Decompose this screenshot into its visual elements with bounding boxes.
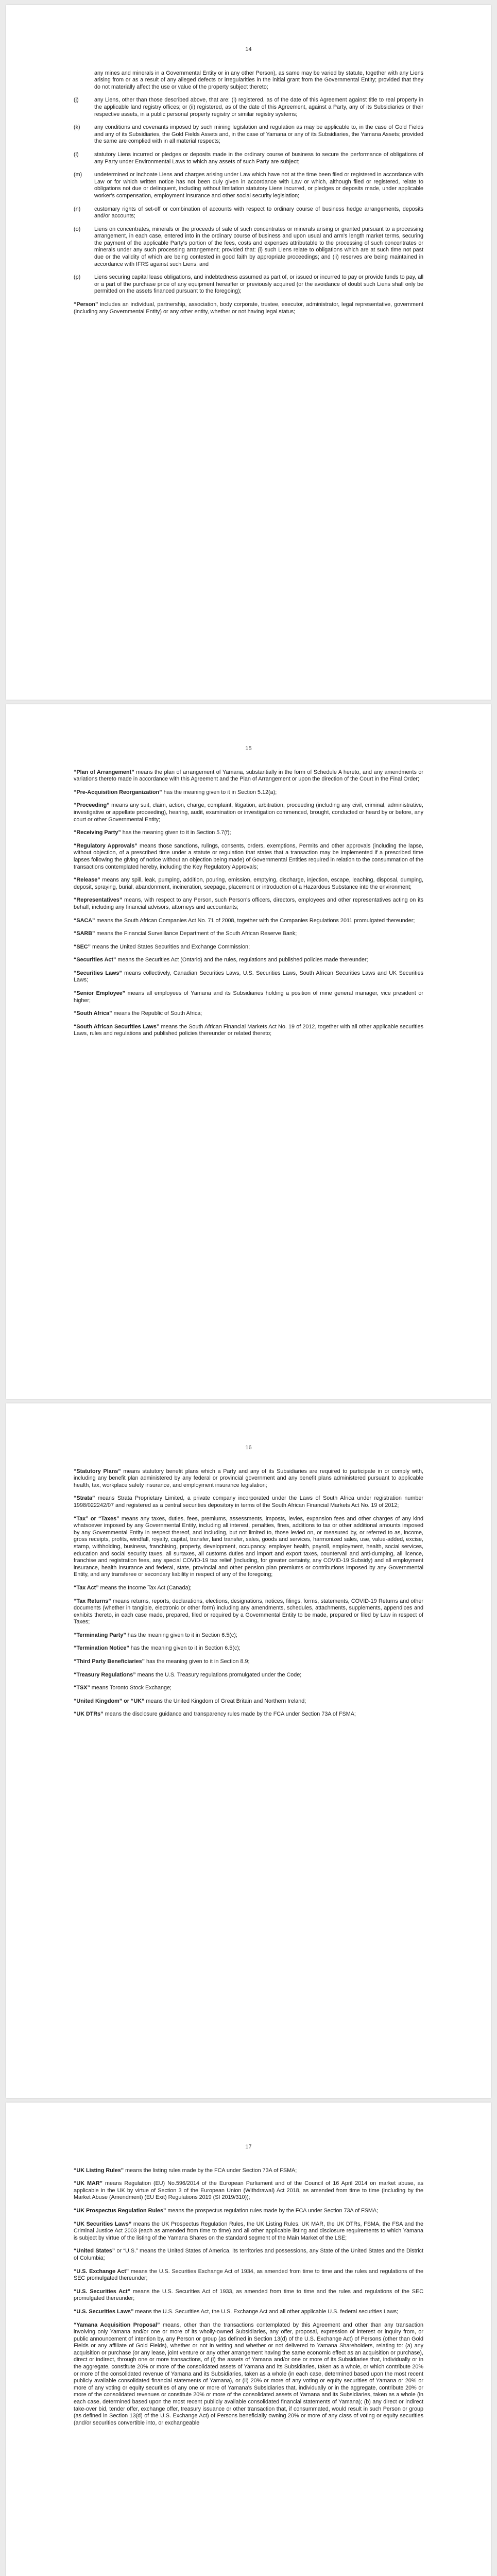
definition-text: means the United States Securities and Exchange Commission; [91,943,250,950]
document-page [6,2103,491,2576]
definition-text: has the meaning given to it in Section 5.12(a); [162,789,277,795]
definition [74,1658,423,1666]
definition-term: “U.S. Securities Laws” [74,2308,134,2315]
clause-item [74,274,423,295]
definition-text: means the UK Prospectus Regulation Rules, the UK Listing Rules, UK MAR, the UK DTRs, FSMA, the FSA and the Criminal Justice Act 2003 (each as amended from time to time) and all other applicable listing and disclosure requirements to which Yamana is subject by virtue of the listing of the Yamana Shares on the standard segment of the Main Market of the LSE; [74,2221,423,2241]
definition-text: means the South African Financial Markets Act No. 19 of 2012, together with all other applicable securities Laws, rules and regulations and published policies thereunder or related thereto; [74,1023,423,1037]
definition-term: “SEC” [74,943,91,950]
definition-text: means the Republic of South Africa; [112,1010,202,1017]
clause-text: undetermined or inchoate Liens and charges arising under Law which have not at the time been filed or registered in accordance with Law or for which written notice has not been duly given in accordance with Law or which, although filed or registered, relate to obligations not due or delinquent, including without limitation statutory Liens incurred, or pledges or deposits made, under applicable worker's compensation, employment insurance and other social security legislation; [94,172,423,199]
definition-text: means collectively, Canadian Securities Laws, U.S. Securities Laws, South African Securities Laws and UK Securities Laws; [74,970,423,984]
definition [74,789,423,796]
definition-term: “Tax Act” [74,1584,99,1591]
definition-text: means the prospectus regulation rules made by the FCA under Section 73A of FSMA; [166,2207,379,2214]
definition [74,1711,423,1718]
definition-text: means, other than the transactions contemplated by this Agreement and other than any transaction involving only Yamana and/or one or more of its wholly-owned Subsidiaries, any offer, proposal, expression of interest or inquiry from, or public announcement of intention by, any Person or group (as defined in Section 13(d) of the U.S. Exchange Act) of Persons (other than Gold Fields or any affiliate of Gold Fields), whether or not in writing and whether or not delivered to Yamana Shareholders, relating to: (a) any acquisition or purchase (or any lease, joint venture or any other arrangement having the same economic effect as an acquisition or purchase), direct or indirect, through one or more transactions, of (i) the assets of Yamana and/or one or more of its Subsidiaries that, individually or in the aggregate, constitute 20% or more of the consolidated assets of Yamana and its Subsidiaries, taken as a whole, or which contribute 20% or more of the consolidated revenue of Yamana and its Subsidiaries, taken as a whole (in each case, determined based upon the most recent publicly available consolidated financial statements of Yamana), or (ii) 20% or more of any voting or equity securities of Yamana or 20% or more of any voting or equity securities of any one or more of Yamana's Subsidiaries that, individually or in the aggregate, contribute 20% or more of the consolidated revenues or constitute 20% or more of the consolidated assets of Yamana and its Subsidiaries, taken as a whole (in each case, determined based upon the most recent publicly available consolidated financial statements of Yamana); (b) any direct or indirect take-over bid, tender offer, exchange offer, treasury issuance or other transaction that, if consummated, would result in such Person or group (as defined in Section 13(d) of the U.S. Exchange Act) of Persons beneficially owning 20% or more of any class of voting or equity securities (and/or securities convertible into, or exchangeable [74,2321,423,2426]
clause-label: (l) [74,151,79,158]
definition-term: “Strata” [74,1495,95,1502]
definition-term: “Third Party Beneficiaries” [74,1658,145,1665]
definition [74,301,423,315]
definition-term: “Plan of Arrangement” [74,769,134,775]
page-number: 17 [245,2144,252,2150]
definition-text: means the listing rules made by the FCA under Section 73A of FSMA; [124,2167,297,2174]
definition-term: “TSX” [74,1685,90,1691]
clause-continuation: any mines and minerals in a Governmental Entity or in any other Person), as same may be varied by statute, together with any Liens arising from or as a result of any alleged defects or irregularities in the initial grant from the Governmental Entity; provided that they do not materially affect the use or value of the property subject thereto; [94,70,423,90]
definition [74,1685,423,1692]
definition [74,1645,423,1652]
definition-term: “Securities Laws” [74,970,122,976]
definition-term: “United Kingdom” or “UK” [74,1698,145,1704]
definition [74,1516,423,1579]
definition-term: “SACA” [74,917,95,924]
definition [74,970,423,984]
definition-text: means the South African Companies Act No. 71 of 2008, together with the Companies Regulations 2011 promulgated thereunder; [95,917,415,924]
definition-term: “Regulatory Approvals” [74,842,138,849]
clause-label: (o) [74,226,81,232]
definition [74,897,423,911]
clause-text: Liens on concentrates, minerals or the proceeds of sale of such concentrates or minerals arising or granted pursuant to a processing arrangement, in each case, entered into in the ordinary course of business and upon usual and arm's length market terms, securing the payment of the applicable Party's portion of the fees, costs and expenses attributable to the processing of such concentrates or minerals under any such processing arrangement; provided that: (i) such Liens relate to obligations which are at such time not past due or the validity of which are being contested in good faith by appropriate proceedings; and (ii) reserves are being maintained in accordance with IFRS against such Liens; and [94,226,423,267]
definition-term: “Pre-Acquisition Reorganization” [74,789,162,795]
definition-term: “United States” [74,2248,115,2255]
definition-text: means the Securities Act (Ontario) and the rules, regulations and published policies made thereunder; [116,957,368,963]
definition-term: “UK DTRs” [74,1711,104,1718]
definition-term: “South African Securities Laws” [74,1023,160,1030]
clause-label: (p) [74,274,81,281]
definition [74,1495,423,1509]
definition-term: “U.S. Exchange Act” [74,2268,129,2275]
definition [74,1585,423,1592]
definition-term: “Proceeding” [74,802,110,809]
definition-text: has the meaning given to it in Section 8.9; [145,1658,250,1665]
definition-text: means returns, reports, declarations, elections, designations, notices, filings, forms, statements, COVID-19 Returns and other documents (whether in tangible, electronic or other form) including any amendments, schedules, attachments, supplements, appendices and exhibits thereto, in each case made, prepared, filed or required by a Governmental Entity to be made, prepared or filed by Law in respect of Taxes; [74,1598,423,1625]
definition [74,769,423,783]
definition-text: includes an individual, partnership, association, body corporate, trustee, executor, administrator, legal representative, government (including any Governmental Entity) or any other entity, whether or not having legal status; [74,301,423,315]
definition-text: means the U.S. Securities Act of 1933, as amended from time to time and the rules and regulations of the SEC promulgated thereunder; [74,2288,423,2302]
definition-term: “Yamana Acquisition Proposal” [74,2321,160,2328]
definition [74,2180,423,2201]
definition [74,2322,423,2427]
definition-text: means the disclosure guidance and transparency rules made by the FCA under Section 73A of FSMA; [103,1711,356,1718]
definition-text: has the meaning given to it in Section 5.7(f); [121,829,231,836]
definition-text: means all employees of Yamana and its Subsidiaries holding a position of mine general manager, vice president or higher; [74,990,423,1004]
definition [74,843,423,871]
page-number: 15 [245,745,252,752]
definition [74,918,423,925]
clause-item [74,124,423,145]
definition [74,2268,423,2282]
definition-term: “Senior Employee” [74,990,126,997]
definition-text: means any suit, claim, action, charge, complaint, litigation, arbitration, proceeding (including any civil, criminal, administrative, investigative or appellate proceeding), hearing, audit, examination or investigation commenced, brought, conducted or heard by or before, any court or other Governmental Entity; [74,802,423,823]
definition-text: means statutory benefit plans which a Party and any of its Subsidiaries are required to participate in or comply with, including any benefit plan administered by any federal or provincial government and any benefit plans administered pursuant to applicable health, tax, workplace safety insurance, and employment insurance legislation; [74,1468,423,1488]
definition-term: “UK Securities Laws” [74,2221,132,2227]
clause-label: (m) [74,172,82,178]
clause-item [74,151,423,165]
definition-text: means those sanctions, rulings, consents, orders, exemptions, Permits and other approvals (including the lapse, without objection, of a prescribed time under a statute or regulation that states that a transaction may be implemented if a prescribed time lapses following the giving of notice without an objection being made) of Governmental Entities required in relation to the consummation of the transactions contemplated hereby, including the Key Regulatory Approvals; [74,842,423,870]
definition-text: means, with respect to any Person, such Person's officers, directors, employees and other representatives acting on its behalf, including any financial advisors, attorneys and accountants; [74,897,423,910]
clause-text: any Liens, other than those described above, that are: (i) registered, as of the date of this Agreement against title to real property in the applicable land registry offices; or (ii) registered, as of the date of this Agreement, against a Party, any of its Subsidiaries or their respective assets, in a public personal property registry or similar registry systems; [94,97,423,117]
clause-item [74,97,423,118]
definition [74,829,423,837]
definition [74,1698,423,1705]
definition-text: means the United Kingdom of Great Britain and Northern Ireland; [144,1698,306,1704]
definition-term: “Release” [74,877,100,884]
definition [74,2167,423,2175]
definition-text: means Regulation (EU) No.596/2014 of the European Parliament and of the Council of 16 April 2014 on market abuse, as applicable in the UK by virtue of Section 3 of the European Union (Withdrawal) Act 2018, as amended from time to time (including by the Market Abuse (Amendment) (EU Exit) Regulations 2019 (SI 2019/310)); [74,2180,424,2201]
definition [74,2208,423,2215]
definition-text: means the U.S. Securities Act, the U.S. Exchange Act and all other applicable U.S. federal securities Laws; [133,2308,399,2315]
definition-term: “U.S. Securities Act” [74,2288,131,2295]
definition-term: “Terminating Party” [74,1632,126,1638]
clause-text: customary rights of set-off or combination of accounts with respect to ordinary course of business hedge arrangements, deposits and/or accounts; [94,206,423,219]
definition [74,1468,423,1489]
definition-term: “Securities Act” [74,957,116,963]
document-page [6,5,491,700]
definition-term: “UK MAR” [74,2180,102,2187]
definition [74,944,423,951]
definition [74,2248,423,2262]
definition-text: means any taxes, duties, fees, premiums, assessments, imposts, levies, expansion fees and other charges of any kind whatsoever imposed by any Governmental Entity, including all interest, penalties, fines, additions to tax or other additional amounts imposed by any Governmental Entity in respect thereof, and including, but not limited to, those levied on, or measured by, or referred to as, income, gross receipts, profits, windfall, royalty, capital, transfer, land transfer, sales, goods and services, harmonized sales, use, value-added, excise, stamp, withholding, business, franchising, property, development, occupancy, employer health, payroll, employment, health, social services, education and social security taxes, all surtaxes, all customs duties and import and export taxes, countervail and anti-dumping, all licence, franchise and registration fees, any special COVID-19 tax relief (including, for greater certainty, any COVID-19 Subsidy) and all employment insurance, health insurance and federal, state, provincial and other pension plan premiums or contributions imposed by any Governmental Entity, and any transferee or secondary liability in respect of any of the foregoing; [74,1515,423,1578]
clause-item [74,206,423,220]
page-number: 14 [245,46,252,53]
clause-item [74,172,423,199]
definition [74,1598,423,1626]
definition [74,990,423,1004]
definition-text: means Strata Proprietary Limited, a private company incorporated under the Laws of South Africa under registration number 1998/022242/07 and registered as a central securities depository in terms of the South African Financial Markets Act No. 19 of 2012; [74,1495,423,1509]
definition-term: “South Africa” [74,1010,112,1017]
clause-text: Liens securing capital lease obligations, and indebtedness assumed as part of, or issued or incurred to pay or provide funds to pay, all or a part of the purchase price of any equipment hereafter or previously acquired (or the avoidance of doubt such Liens shall only be permitted on the assets financed pursuant to the foregoing); [94,274,423,295]
definition-text: has the meaning given to it in Section 6.5(c); [129,1645,241,1652]
clause-label: (j) [74,97,79,104]
definition [74,1672,423,1679]
definition-text: means Toronto Stock Exchange; [90,1685,172,1691]
definition-text: means the Financial Surveillance Department of the South African Reserve Bank; [95,930,297,937]
clause-label: (n) [74,206,81,212]
definition [74,957,423,964]
clause-text: statutory Liens incurred or pledges or deposits made in the ordinary course of business to secure the performance of obligations of any Party under Environmental Laws to which any assets of such Party are subject; [94,151,423,165]
definition-text: means the Income Tax Act (Canada); [98,1584,192,1591]
page-number: 16 [245,1445,252,1451]
definition-term: “Person” [74,301,98,308]
definition-term: “Treasury Regulations” [74,1671,136,1678]
clause-item [74,226,423,268]
definition-term: “UK Listing Rules” [74,2167,124,2174]
definition-text: means the U.S. Treasury regulations promulgated under the Code; [135,1671,302,1678]
definition-text: means the plan of arrangement of Yamana, substantially in the form of Schedule A hereto, and any amendments or variations thereto made in accordance with this Agreement and the Plan of Arrangement or upon the direction of the Court in the Final Order; [74,769,423,783]
clause-label: (k) [74,124,80,131]
definition-text: has the meaning given to it in Section 6.5(c); [126,1632,237,1638]
definition-term: “SARB” [74,930,95,937]
definition-text: means any spill, leak, pumping, addition, pouring, emission, emptying, discharge, injection, escape, leaching, disposal, dumping, deposit, spraying, burial, abandonment, incineration, seepage, placement or introduction of a Hazardous Substance into the environment; [74,877,423,890]
definition-text: or “U.S.” means the United States of America, its territories and possessions, any State of the United States and the District of Columbia; [74,2248,423,2261]
definition [74,2289,423,2302]
definition [74,1010,423,1018]
definition-term: “Tax Returns” [74,1598,111,1604]
definition-term: “Termination Notice” [74,1645,129,1652]
document-page [6,1403,491,2098]
definition-term: “Tax” or “Taxes” [74,1515,119,1522]
clause-text: any conditions and covenants imposed by such mining legislation and regulation as may be applicable to, in the case of Gold Fields and any of its Subsidiaries, the Gold Fields Assets and, in the case of Yamana or any of its Subsidiaries, the Yamana Assets; provided the same are complied with in all material respects; [94,124,423,145]
definition [74,2221,423,2242]
definition [74,1024,423,1038]
definition [74,1632,423,1639]
definition-term: “Statutory Plans” [74,1468,121,1475]
definition-text: means the U.S. Securities Exchange Act of 1934, as amended from time to time and the rules and regulations of the SEC promulgated thereunder; [74,2268,424,2282]
definition [74,930,423,938]
definition-term: “Receiving Party” [74,829,121,836]
document-page [6,704,491,1399]
definition-term: “UK Prospectus Regulation Rules” [74,2207,166,2214]
definition [74,802,423,823]
definition [74,877,423,891]
definition-term: “Representatives” [74,897,123,904]
definition [74,2309,423,2316]
